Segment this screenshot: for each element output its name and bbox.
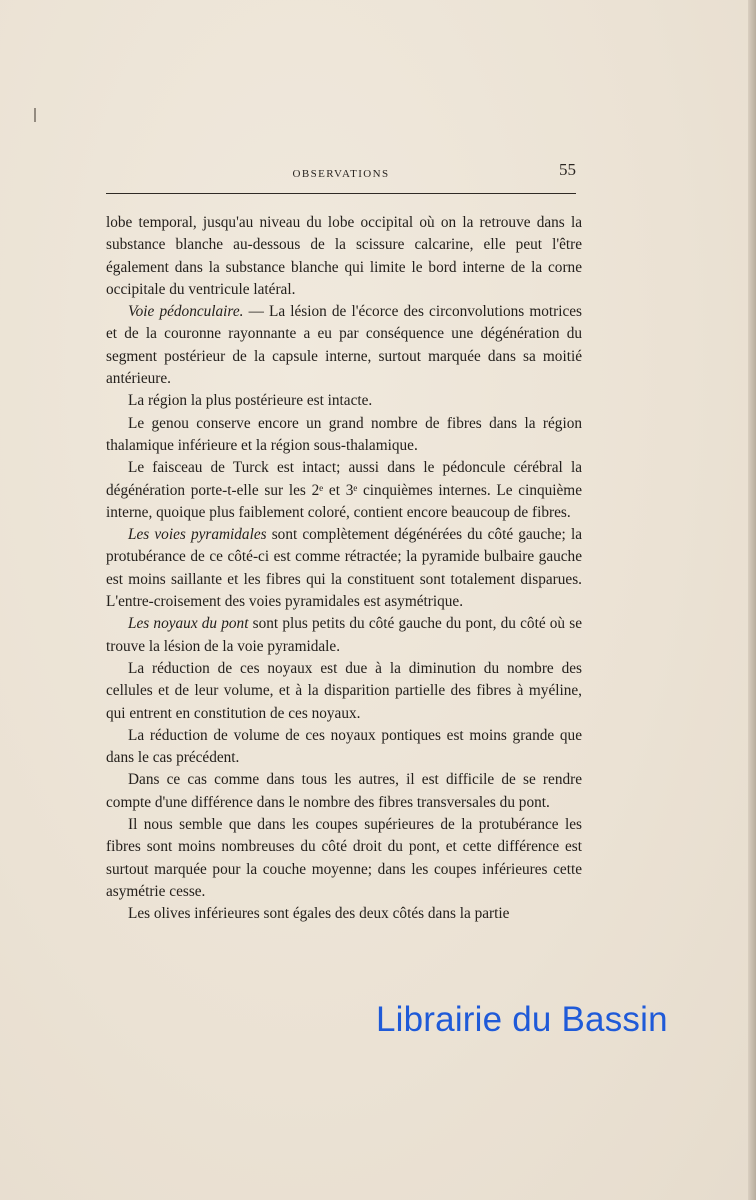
paragraph-text: Le genou conserve encore un grand nombre de fibres dans la région thalamique inférieure et la région sous-thalamique. — [106, 414, 582, 454]
paragraph-text: La réduction de volume de ces noyaux pontiques est moins grande que dans le cas précédent. — [106, 726, 582, 767]
paragraph — [106, 212, 582, 301]
paragraph — [106, 301, 582, 390]
paragraph — [106, 524, 582, 613]
paragraph-text: Dans ce cas comme dans tous les autres, il est difficile de se rendre compte d'une différence dans le nombre des fibres transversales du pont. — [106, 771, 582, 811]
paragraph-italic-lead: Les noyaux du pont — [128, 615, 249, 633]
paragraph-text: La réduction de ces noyaux est due à la diminution du nombre des cellules et de leur volume, et à la disparition partielle des fibres à myéline, qui entrent en constitution de ces noyaux. — [106, 659, 582, 722]
header-rule — [106, 193, 576, 194]
paragraph-text: Les olives inférieures sont égales des deux côtés dans la partie — [128, 905, 510, 923]
paragraph-italic-lead: Voie pédonculaire. — [128, 303, 244, 321]
margin-mark — [34, 108, 36, 122]
paragraph-text: sont plus petits du côté gauche du pont, du côté où se trouve la lésion de la voie pyramidale. — [106, 615, 583, 655]
paragraph — [106, 457, 582, 524]
paragraph — [106, 903, 582, 925]
paragraph-text: lobe temporal, jusqu'au niveau du lobe occipital où on la retrouve dans la substance blanche au-dessous de la scissure calcarine, elle peut l'être également dans la substance blanche qui limite le bord interne de la corne occipitale du ventricule latéral. — [106, 214, 582, 298]
paragraph — [106, 725, 582, 770]
paragraph-text: Il nous semble que dans les coupes supérieures de la protubérance les fibres sont moins nombreuses du côté droit du pont, et cette différence est surtout marquée pour la couche moyenne; dans les coupes inférieures cette asymétrie cesse. — [106, 816, 582, 900]
paragraph-text: sont complètement dégénérées du côté gauche; la protubérance de ce côté-ci est comme rétractée; la pyramide bulbaire gauche est moins saillante et les fibres qui la constituent sont totalement disparues. L'entre-croisement des voies pyramidales est asymétrique. — [106, 526, 582, 611]
watermark-text: Librairie du Bassin — [376, 1000, 668, 1039]
page-number: 55 — [559, 160, 576, 179]
paragraph — [106, 613, 582, 658]
paragraph — [106, 390, 582, 412]
body-text — [106, 212, 582, 926]
page-header — [106, 160, 576, 190]
page-edge — [748, 0, 756, 1200]
running-title: OBSERVATIONS — [292, 168, 390, 180]
paragraph-text: La région la plus postérieure est intacte. — [128, 392, 373, 410]
paragraph-italic-lead: Les voies pyramidales — [128, 526, 267, 544]
paragraph-text: — La lésion de l'écorce des circonvolutions motrices et de la couronne rayonnante a eu par conséquence une dégénération du segment postérieur de la capsule interne, surtout marquée dans sa moitié antérieure. — [106, 303, 582, 388]
paragraph — [106, 814, 582, 903]
paragraph — [106, 769, 582, 814]
paragraph — [106, 658, 582, 725]
paragraph — [106, 413, 582, 458]
paragraph-text: Le faisceau de Turck est intact; aussi dans le pédoncule cérébral la dégénération porte-t-elle sur les 2ᵉ et 3ᵉ cinquièmes internes. Le cinquième interne, quoique plus faiblement coloré, contient encore beaucoup de fibres. — [106, 459, 582, 521]
